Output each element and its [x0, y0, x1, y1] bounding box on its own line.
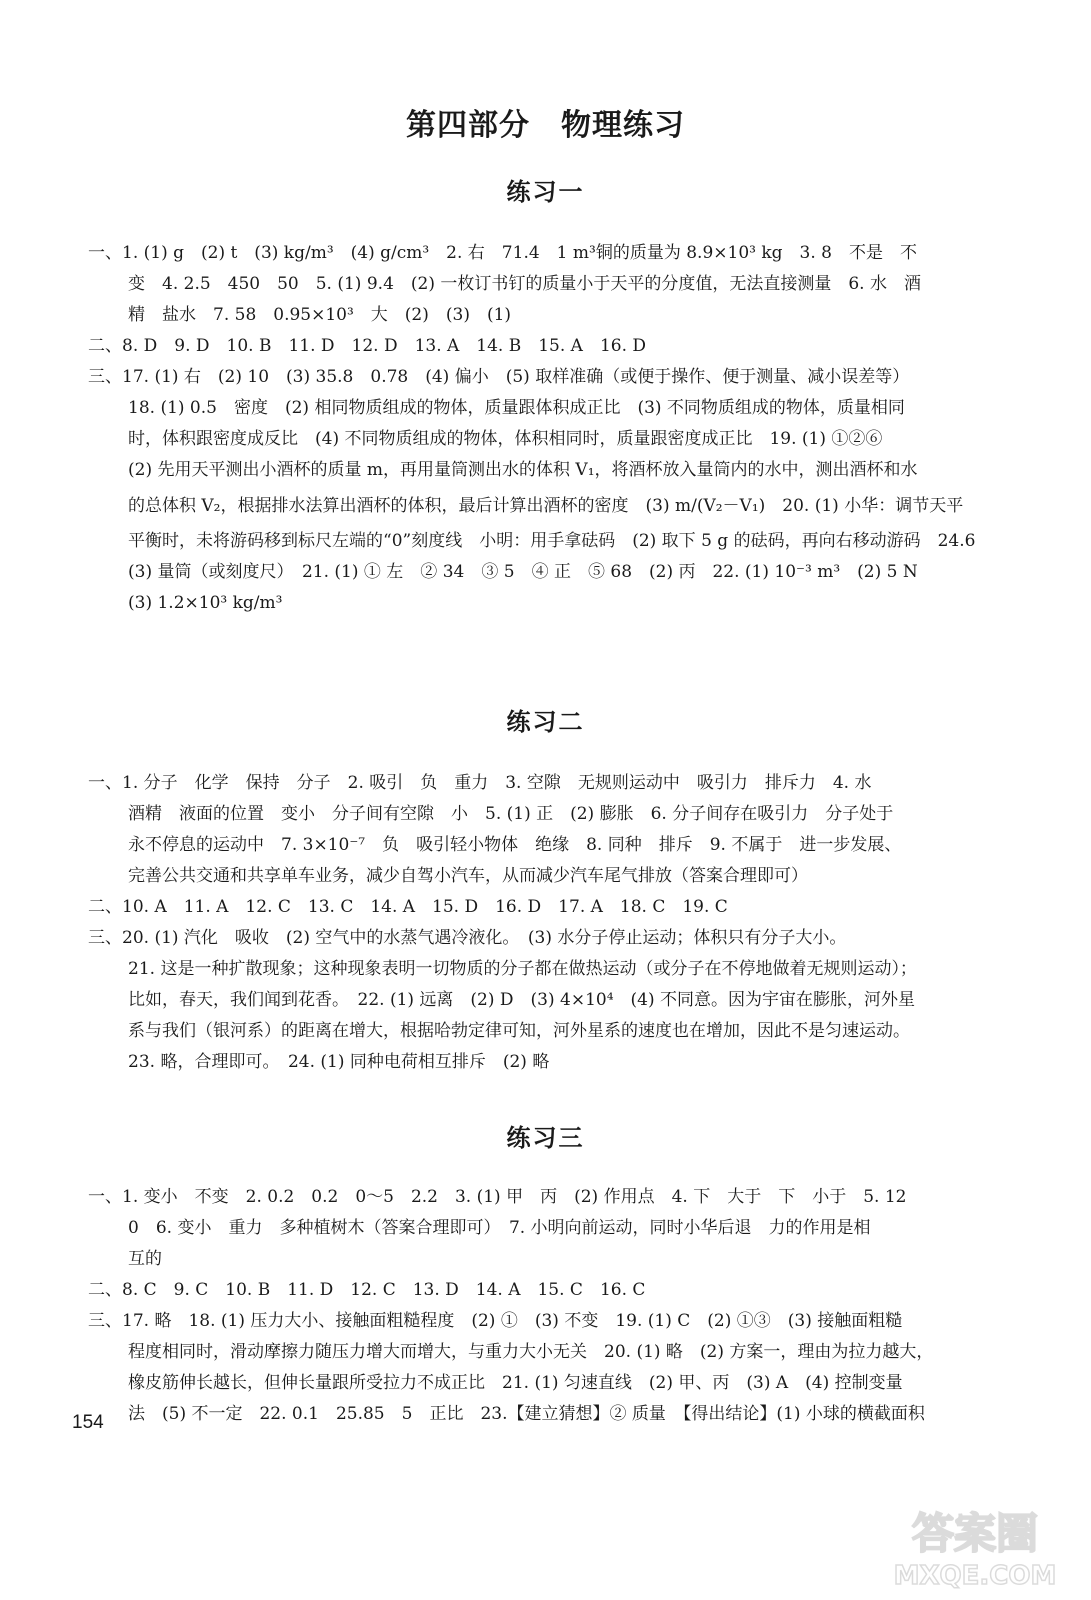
watermark-bottom-text: MXQE.COM — [893, 1561, 1057, 1590]
answer-line: 二、8. C 9. C 10. B 11. D 12. C 13. D 14. A 15. C 16. C — [88, 1280, 646, 1300]
answer-line: (3) 1.2×10³ kg/m³ — [128, 593, 283, 613]
answer-line: 互的 — [128, 1249, 162, 1269]
answer-line: 0 6. 变小 重力 多种植树木（答案合理即可） 7. 小明向前运动，同时小华后退 力的作用是相 — [128, 1218, 871, 1238]
answer-line: 时，体积跟密度成反比 (4) 不同物质组成的物体，体积相同时，质量跟密度成正比 19. (1) ①②⑥ — [128, 429, 883, 449]
answer-line: 三、20. (1) 汽化 吸收 (2) 空气中的水蒸气遇冷液化。 (3) 水分子停止运动；体积只有分子大小。 — [88, 928, 847, 948]
answer-line: 一、1. (1) g (2) t (3) kg/m³ (4) g/cm³ 2. 右 71.4 1 m³铜的质量为 8.9×10³ kg 3. 8 不是 不 — [88, 243, 917, 263]
answer-line: 永不停息的运动中 7. 3×10⁻⁷ 负 吸引轻小物体 绝缘 8. 同种 排斥 9. 不属于 进一步发展、 — [128, 835, 902, 855]
answer-line: 一、1. 分子 化学 保持 分子 2. 吸引 负 重力 3. 空隙 无规则运动中 吸引力 排斥力 4. 水 — [88, 773, 872, 793]
answer-line: 23. 略，合理即可。 24. (1) 同种电荷相互排斥 (2) 略 — [128, 1052, 550, 1072]
watermark-logo — [880, 1500, 1070, 1590]
section-title-3: 练习三 — [506, 1124, 585, 1152]
answer-line: 法 (5) 不一定 22. 0.1 25.85 5 正比 23.【建立猜想】② 质量 【得出结论】(1) 小球的横截面积 — [128, 1404, 925, 1424]
answer-line: 橡皮筋伸长越长，但伸长量跟所受拉力不成正比 21. (1) 匀速直线 (2) 甲、丙 (3) A (4) 控制变量 — [128, 1373, 903, 1393]
watermark-top-text: 答案圈 — [911, 1509, 1039, 1558]
answer-line: 变 4. 2.5 450 50 5. (1) 9.4 (2) 一枚订书钉的质量小于天平的分度值，无法直接测量 6. 水 酒 — [128, 274, 921, 294]
answer-line: 精 盐水 7. 58 0.95×10³ 大 (2) (3) (1) — [128, 305, 512, 325]
section-body-2 — [88, 768, 1024, 1078]
page-number: 154 — [72, 1412, 104, 1433]
answer-line: 程度相同时，滑动摩擦力随压力增大而增大，与重力大小无关 20. (1) 略 (2) 方案一，理由为拉力越大， — [128, 1342, 934, 1362]
answer-line: (2) 先用天平测出小酒杯的质量 m，再用量筒测出水的体积 V₁，将酒杯放入量筒内的水中，测出酒杯和水 — [128, 460, 918, 480]
answer-line: 三、17. (1) 右 (2) 10 (3) 35.8 0.78 (4) 偏小 (5) 取样准确（或便于操作、便于测量、减小误差等） — [88, 367, 910, 387]
section-title-2: 练习二 — [506, 708, 585, 736]
answer-line: 酒精 液面的位置 变小 分子间有空隙 小 5. (1) 正 (2) 膨胀 6. 分子间存在吸引力 分子处于 — [128, 804, 894, 824]
answer-line: 一、1. 变小 不变 2. 0.2 0.2 0～5 2.2 3. (1) 甲 丙 (2) 作用点 4. 下 大于 下 小于 5. 12 — [88, 1187, 907, 1207]
answer-line: 18. (1) 0.5 密度 (2) 相同物质组成的物体，质量跟体积成正比 (3) 不同物质组成的物体，质量相同 — [128, 398, 905, 418]
answer-line: 比如，春天，我们闻到花香。 22. (1) 远离 (2) D (3) 4×10⁴ (4) 不同意。因为宇宙在膨胀，河外星 — [128, 990, 916, 1010]
answer-line: 平衡时，未将游码移到标尺左端的“0”刻度线 小明：用手拿砝码 (2) 取下 5 g 的砝码，再向右移动游码 24.6 — [128, 531, 976, 551]
answer-line: 完善公共交通和共享单车业务，减少自驾小汽车，从而减少汽车尾气排放（答案合理即可） — [128, 866, 808, 886]
answer-line: 21. 这是一种扩散现象；这种现象表明一切物质的分子都在做热运动（或分子在不停地做着无规则运动）； — [128, 959, 917, 979]
answer-line: 的总体积 V₂，根据排水法算出酒杯的体积，最后计算出酒杯的密度 (3) m/(V₂－V₁) 20. (1) 小华：调节天平 — [128, 496, 964, 516]
section-title-1: 练习一 — [506, 178, 585, 206]
section-body-1 — [88, 238, 1024, 619]
answer-line: 二、10. A 11. A 12. C 13. C 14. A 15. D 16. D 17. A 18. C 19. C — [88, 897, 728, 917]
section-body-3 — [88, 1182, 1024, 1430]
answer-line: 二、8. D 9. D 10. B 11. D 12. D 13. A 14. B 15. A 16. D — [88, 336, 647, 356]
answer-line: (3) 量筒（或刻度尺） 21. (1) ① 左 ② 34 ③ 5 ④ 正 ⑤ 68 (2) 丙 22. (1) 10⁻³ m³ (2) 5 N — [128, 562, 918, 582]
page-title: 第四部分 物理练习 — [406, 108, 685, 143]
answer-line: 系与我们（银河系）的距离在增大，根据哈勃定律可知，河外星系的速度也在增加，因此不是匀速运动。 — [128, 1021, 910, 1041]
answer-line: 三、17. 略 18. (1) 压力大小、接触面粗糙程度 (2) ① (3) 不变 19. (1) C (2) ①③ (3) 接触面粗糙 — [88, 1311, 903, 1331]
